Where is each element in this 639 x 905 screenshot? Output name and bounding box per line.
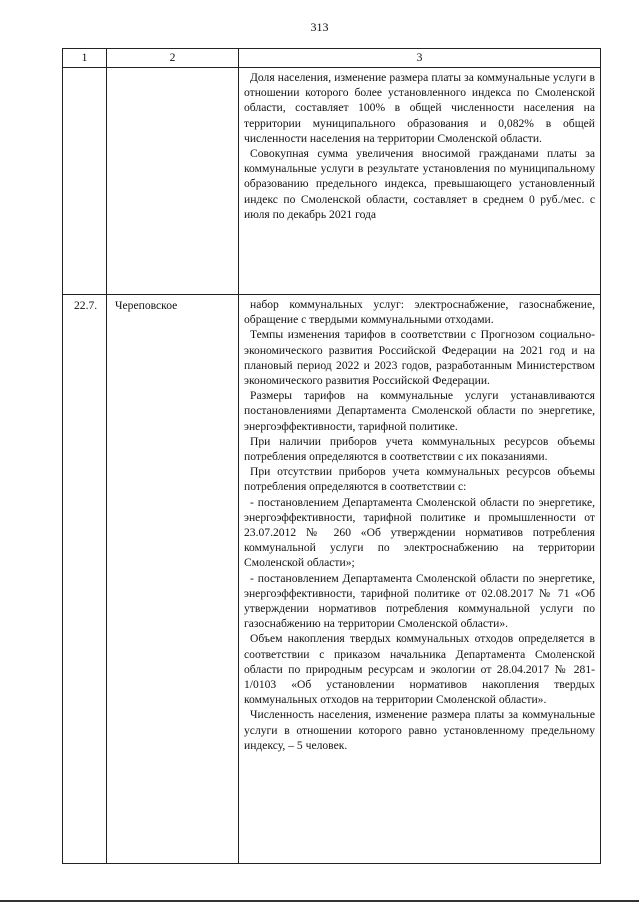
paragraph: набор коммунальных услуг: электроснабжение, газоснабжение, обращение с твердыми коммунальными отходами.: [244, 298, 595, 327]
table-header-row: [63, 49, 601, 68]
paragraph: Размеры тарифов на коммунальные услуги устанавливаются постановлениями Департамента Смоленской области по энергетике, энергоэффективности, тарифной политике.: [244, 389, 595, 433]
paragraph: При отсутствии приборов учета коммунальных ресурсов объемы потребления определяются в соответствии с:: [244, 465, 595, 494]
paragraph: Объем накопления твердых коммунальных отходов определяется в соответствии с приказом начальника Департамента Смоленской области по природным ресурсам и экологии от 28.04.2017 № 281-1/0103 «Об установлении нормативов накопления твердых коммунальных отходов на территории Смоленской области».: [244, 632, 595, 707]
document-table: [62, 48, 601, 864]
page-bottom-edge: [0, 900, 639, 902]
row-number-cell: 22.7.: [63, 295, 107, 864]
paragraph: При наличии приборов учета коммунальных ресурсов объемы потребления определяются в соответствии с их показаниями.: [244, 434, 595, 464]
column-header-3: 3: [239, 49, 601, 68]
description-cell: [239, 68, 601, 295]
description-cell: [239, 295, 601, 864]
table-row: [63, 68, 601, 295]
page-number: 313: [310, 20, 329, 34]
paragraph: Совокупная сумма увеличения вносимой гражданами платы за коммунальные услуги в результате установления по муниципальному образованию предельного индекса, превышающего установленный индекс по Смоленской области, составляет в среднем 0 руб./мес. с июля по декабрь 2021 года: [244, 147, 595, 221]
paragraph: Темпы изменения тарифов в соответствии с Прогнозом социально-экономического развития Российской Федерации на 2021 год и на плановый период 2022 и 2023 годов, разработанным Министерством экономического развития Российской Федерации.: [244, 328, 595, 388]
municipality-name-cell: [107, 68, 239, 295]
paragraph: - постановлением Департамента Смоленской области по энергетике, энергоэффективности, тарифной политике от 02.08.2017 № 71 «Об утверждении нормативов потребления коммунальной услуги по газоснабжению на территории Смоленской области».: [244, 571, 595, 631]
paragraph: - постановлением Департамента Смоленской области по энергетике, энергоэффективности, тарифной политике и промышленности от 23.07.2012 № 260 «Об утверждении нормативов потребления коммунальной услуги по электроснабжению на территории Смоленской области»;: [244, 495, 595, 570]
column-header-2: 2: [107, 49, 239, 68]
row-number-cell: [63, 68, 107, 295]
column-header-1: 1: [63, 49, 107, 68]
paragraph: Численность населения, изменение размера платы за коммунальные услуги в отношении которого равно установленному предельному индексу, – 5 человек.: [244, 708, 595, 752]
paragraph: Доля населения, изменение размера платы за коммунальные услуги в отношении которого более установленного индекса по Смоленской области, составляет 100% в общей численности населения на территории муниципального образования и 0,082% в общей численности населения на территории Смоленской области.: [244, 71, 595, 145]
table-row: [63, 295, 601, 864]
municipality-name-cell: Череповское: [107, 295, 239, 864]
